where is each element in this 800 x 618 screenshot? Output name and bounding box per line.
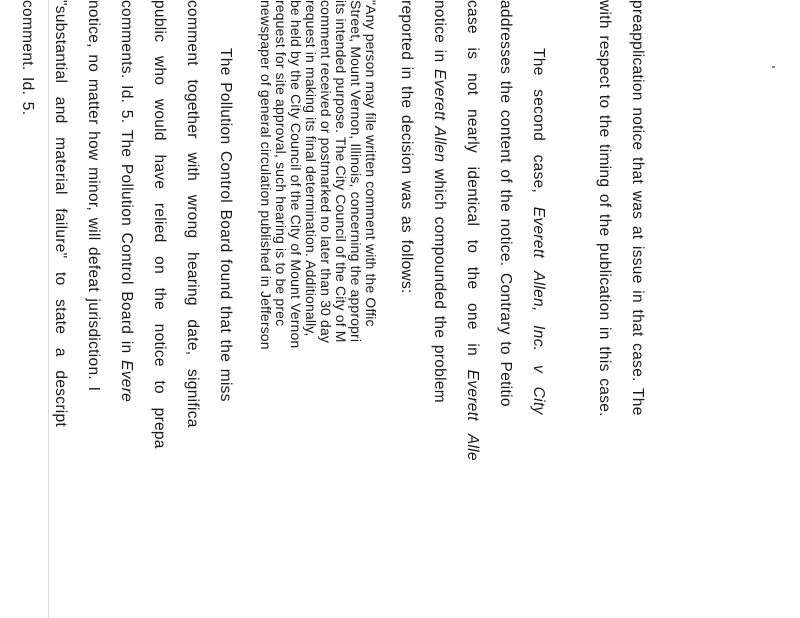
- p3-line-1: The Pollution Control Board found that the miss: [217, 48, 234, 402]
- quote-line-5: request in making its final determination. Additionally,: [303, 0, 319, 337]
- case-citation: Everett Allen: [431, 69, 448, 163]
- p2-text: case is not nearly identical to the one in: [464, 0, 481, 370]
- case-citation: Everett Allen, Inc. v City: [530, 206, 547, 415]
- p2-line-2: addresses the content of the notice. Contrary to Petitio: [497, 0, 514, 407]
- p3-line-4: [117, 0, 135, 402]
- p2-line-5: reported in the decision was as follows:: [398, 0, 415, 294]
- rotated-document-page: [19, 0, 730, 618]
- quote-line-4: comment received or postmarked no later than 30 day: [318, 0, 334, 344]
- scan-speck: [772, 66, 775, 68]
- quote-line-1: "Any person may file written comment with the Offic: [363, 0, 379, 327]
- p2-text: The second case,: [530, 48, 547, 207]
- quote-line-3: its intended purpose. The City Council of the City of M: [333, 0, 349, 343]
- quote-line-8: newspaper of general circulation published in Jefferson: [258, 0, 274, 350]
- p1-line-1: preapplication notice that was at issue in that case. The: [629, 0, 646, 416]
- p3-line-7: comment. Id. 5.: [19, 0, 36, 116]
- p2-text: which compounded the problem: [431, 162, 448, 403]
- p3-line-3: public who would have relied on the notice to prepa: [151, 0, 168, 449]
- p3-line-2: comment together with wrong hearing date, significa: [184, 0, 201, 428]
- p2-text: notice in: [431, 0, 448, 70]
- quote-line-2: Street, Mount Vernon, Illinois, concerning the appropri: [348, 0, 364, 343]
- p3-text: comments. Id. 5. The Pollution Control Board in: [118, 0, 135, 361]
- p1-line-2: with respect to the timing of the publication in this case.: [596, 0, 613, 417]
- p2-line-3: [463, 0, 481, 461]
- p2-line-1: [529, 48, 547, 415]
- quote-line-7: request for site approval, such hearing is to be prec: [273, 0, 289, 327]
- p3-line-5: notice, no matter how minor, will defeat jurisdiction. I: [85, 0, 102, 392]
- case-citation: Everett Alle: [464, 369, 481, 461]
- quote-line-6: be held by the City Council of the City of Mount Vernon: [288, 0, 304, 349]
- p3-line-6: "substantial and material failure" to state a descript: [52, 0, 69, 428]
- case-citation: Evere: [118, 360, 135, 403]
- p2-line-4: [430, 0, 448, 403]
- scan-margin-line: [48, 0, 49, 618]
